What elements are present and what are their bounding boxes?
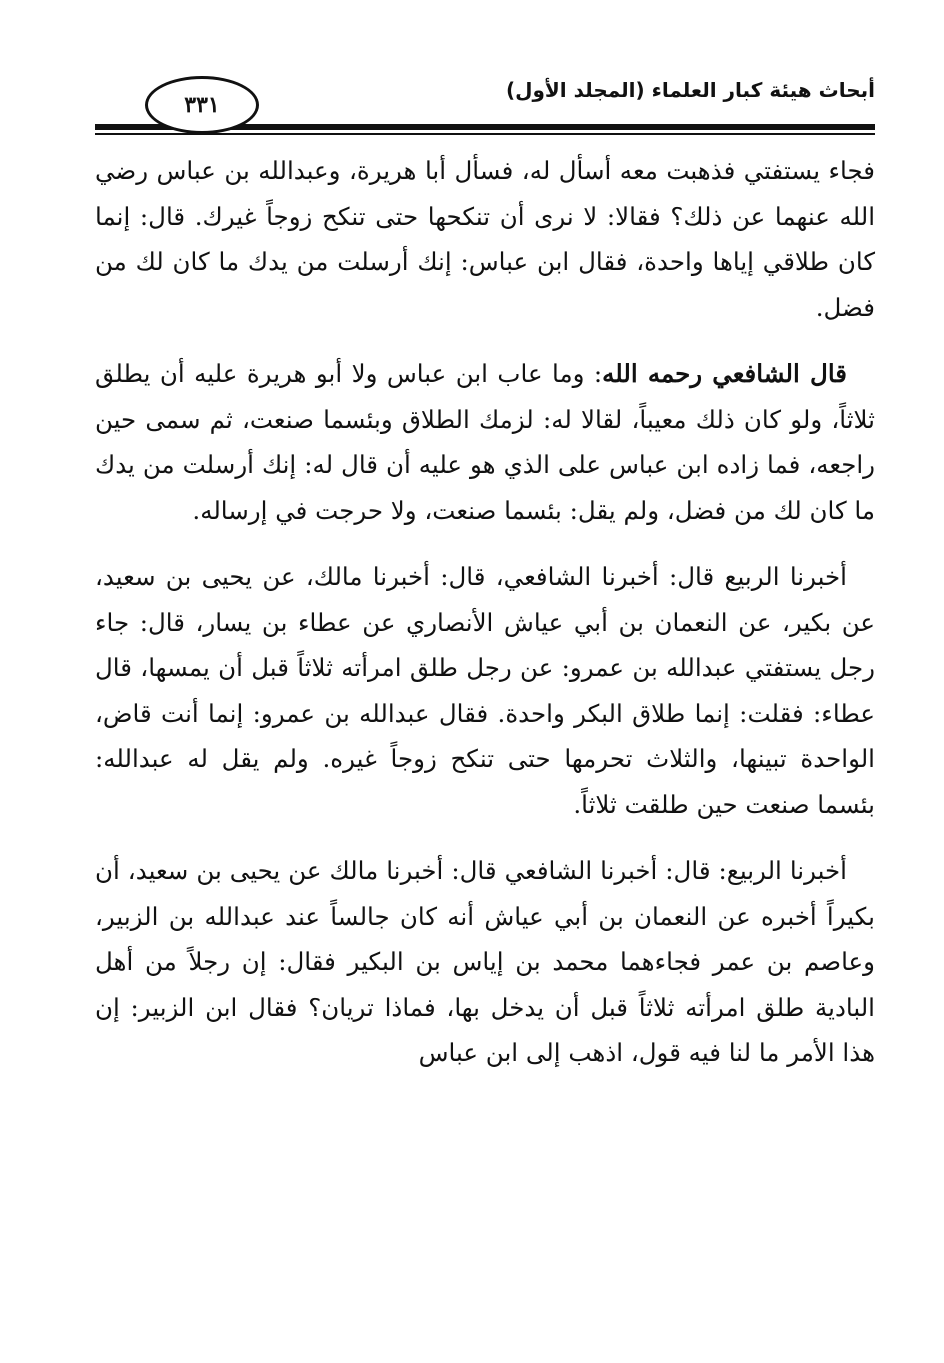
paragraph-1	[95, 148, 875, 330]
paragraph-3-text: أخبرنا الربيع قال: أخبرنا الشافعي، قال: أخبرنا مالك، عن يحيى بن سعيد، عن بكير، عن النعمان بن أبي عياش الأنصاري عن عطاء بن يسار، قال: جاء رجل يستفتي عبدالله بن عمرو: عن رجل طلق امرأته ثلاثاً قبل أن يمسها، قال عطاء: فقلت: إنما طلاق البكر واحدة. فقال عبدالله بن عمرو: إنما أنت قاض، الواحدة تبينها، والثلاث تحرمها حتى تنكح زوجاً غيره. ولم يقل له عبدالله: بئسما صنعت حين طلقت ثلاثاً.	[95, 562, 875, 819]
paragraph-4	[95, 848, 875, 1076]
page-number: ٣٣١	[145, 76, 259, 134]
paragraph-3	[95, 554, 875, 827]
running-title: أبحاث هيئة كبار العلماء (المجلد الأول)	[505, 78, 875, 102]
paragraph-2	[95, 351, 875, 533]
page-header	[95, 68, 875, 140]
paragraph-4-text: أخبرنا الربيع: قال: أخبرنا الشافعي قال: أخبرنا مالك عن يحيى بن سعيد، أن بكيراً أخبره عن النعمان بن أبي عياش أنه كان جالساً عند عبدالله بن الزبير، وعاصم بن عمر فجاءهما محمد بن إياس بن البكير فقال: إن رجلاً من أهل البادية طلق امرأته ثلاثاً قبل أن يدخل بها، فماذا تريان؟ فقال ابن الزبير: إن هذا الأمر ما لنا فيه قول، اذهب إلى ابن عباس	[95, 856, 875, 1067]
paragraph-1-text: فجاء يستفتي فذهبت معه أسأل له، فسأل أبا هريرة، وعبدالله بن عباس رضي الله عنهما عن ذلك؟ فقالا: لا نرى أن تنكحها حتى تنكح زوجاً غيرك. قال: إنما كان طلاقي إياها واحدة، فقال ابن عباس: إنك أرسلت من يدك ما كان لك من فضل.	[95, 156, 875, 322]
page-body	[95, 148, 875, 1097]
paragraph-2-speaker: قال الشافعي رحمه الله	[602, 359, 847, 388]
paragraph-2-text: : وما عاب ابن عباس ولا أبو هريرة عليه أن يطلق ثلاثاً، ولو كان ذلك معيباً، لقالا له: لزمك الطلاق وبئسما صنعت، ثم سمى حين راجعه، فما زاده ابن عباس على الذي هو عليه أن قال له: إنك أرسلت من يدك ما كان لك من فضل، ولم يقل: بئسما صنعت، ولا حرجت في إرساله.	[95, 359, 875, 525]
